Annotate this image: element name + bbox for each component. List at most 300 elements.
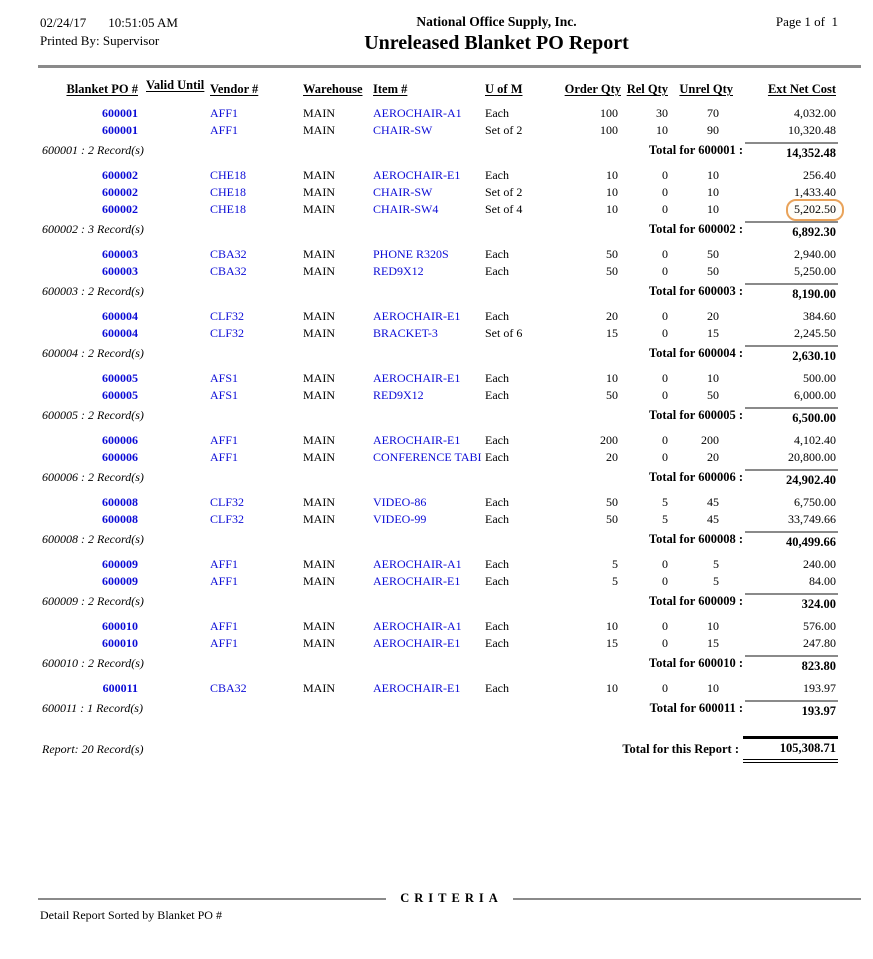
ext-net-cost-value: 500.00 <box>803 371 836 385</box>
cell-rel-qty: 30 <box>656 106 668 120</box>
col-header-unrel-qty: Unrel Qty <box>679 82 733 96</box>
ext-net-cost-value: 384.60 <box>803 309 836 323</box>
cell-warehouse: MAIN <box>303 619 335 633</box>
cell-vendor[interactable]: AFF1 <box>210 123 239 137</box>
group-total-label: Total for 600005 : <box>648 408 743 422</box>
cell-uom: Set of 2 <box>485 123 523 137</box>
table-row <box>40 184 838 201</box>
cell-item[interactable]: CONFERENCE TABI <box>373 450 482 464</box>
cell-valid-until <box>138 432 205 449</box>
cell-blanket-po[interactable]: 600003 <box>102 264 138 278</box>
cell-unrel-qty: 200 <box>701 433 719 447</box>
po-group <box>40 556 838 613</box>
cell-rel-qty: 0 <box>662 681 668 695</box>
cell-blanket-po[interactable]: 600003 <box>102 247 138 261</box>
cell-blanket-po[interactable]: 600009 <box>102 557 138 571</box>
cell-rel-qty: 0 <box>662 450 668 464</box>
cell-blanket-po[interactable]: 600004 <box>102 309 138 323</box>
cell-valid-until <box>138 246 205 263</box>
report-record-count: Report: 20 Record(s) <box>42 742 144 756</box>
cell-unrel-qty: 15 <box>707 636 719 650</box>
page-number: Page 1 of 1 <box>775 14 838 29</box>
ext-net-cost-value: 4,032.00 <box>794 106 836 120</box>
cell-item[interactable]: CHAIR-SW4 <box>373 202 439 216</box>
cell-valid-until <box>138 494 205 511</box>
cell-item[interactable]: AEROCHAIR-E1 <box>373 681 461 695</box>
table-row <box>40 618 838 635</box>
cell-order-qty: 10 <box>606 168 618 182</box>
cell-vendor[interactable]: CHE18 <box>210 185 246 199</box>
cell-uom: Each <box>485 309 509 323</box>
cell-ext-net-cost <box>733 432 838 449</box>
cell-blanket-po[interactable]: 600001 <box>102 106 138 120</box>
cell-order-qty: 100 <box>600 106 618 120</box>
cell-uom: Each <box>485 619 509 633</box>
cell-blanket-po[interactable]: 600008 <box>102 512 138 526</box>
cell-valid-until <box>138 308 205 325</box>
cell-blanket-po[interactable]: 600006 <box>102 450 138 464</box>
group-record-count: 600004 : 2 Record(s) <box>42 346 144 360</box>
po-group <box>40 246 838 303</box>
cell-item[interactable]: RED9X12 <box>373 388 424 402</box>
table-row <box>40 635 838 652</box>
cell-ext-net-cost <box>733 122 838 139</box>
cell-warehouse: MAIN <box>303 185 335 199</box>
cell-rel-qty: 5 <box>662 495 668 509</box>
cell-valid-until <box>138 105 205 122</box>
cell-item[interactable]: AEROCHAIR-A1 <box>373 557 462 571</box>
cell-uom: Each <box>485 495 509 509</box>
cell-ext-net-cost <box>733 387 838 404</box>
po-group <box>40 167 838 241</box>
criteria-text: Detail Report Sorted by Blanket PO # <box>40 908 222 922</box>
cell-vendor[interactable]: AFS1 <box>210 371 239 385</box>
cell-uom: Set of 2 <box>485 185 523 199</box>
cell-unrel-qty: 10 <box>707 168 719 182</box>
cell-uom: Each <box>485 512 509 526</box>
cell-blanket-po[interactable]: 600009 <box>102 574 138 588</box>
cell-uom: Each <box>485 106 509 120</box>
cell-vendor[interactable]: CLF32 <box>210 326 245 340</box>
cell-uom: Each <box>485 636 509 650</box>
cell-unrel-qty: 50 <box>707 388 719 402</box>
cell-item[interactable]: VIDEO-86 <box>373 495 427 509</box>
cell-ext-net-cost <box>733 105 838 122</box>
cell-unrel-qty: 45 <box>707 512 719 526</box>
col-header-valid-until: Valid Until <box>146 78 205 92</box>
cell-vendor[interactable]: CHE18 <box>210 202 246 216</box>
cell-valid-until <box>138 387 205 404</box>
ext-net-cost-value: 5,250.00 <box>794 264 836 278</box>
group-rows <box>40 556 838 590</box>
group-record-count: 600001 : 2 Record(s) <box>42 143 144 157</box>
cell-unrel-qty: 20 <box>707 450 719 464</box>
table-row <box>40 122 838 139</box>
cell-order-qty: 10 <box>606 681 618 695</box>
cell-uom: Each <box>485 264 509 278</box>
cell-warehouse: MAIN <box>303 247 335 261</box>
cell-ext-net-cost <box>733 556 838 573</box>
ext-net-cost-value: 2,245.50 <box>794 326 836 340</box>
group-total-value: 14,352.48 <box>745 142 838 162</box>
group-record-count: 600005 : 2 Record(s) <box>42 408 144 422</box>
cell-rel-qty: 0 <box>662 619 668 633</box>
group-rows <box>40 308 838 342</box>
group-total-label: Total for 600008 : <box>648 532 743 546</box>
cell-blanket-po[interactable]: 600006 <box>102 433 138 447</box>
cell-valid-until <box>138 449 205 466</box>
criteria-line-right <box>513 898 861 900</box>
cell-uom: Each <box>485 247 509 261</box>
cell-warehouse: MAIN <box>303 123 335 137</box>
cell-item[interactable]: AEROCHAIR-A1 <box>373 619 462 633</box>
cell-ext-net-cost <box>733 246 838 263</box>
cell-rel-qty: 0 <box>662 309 668 323</box>
cell-order-qty: 50 <box>606 495 618 509</box>
cell-rel-qty: 0 <box>662 574 668 588</box>
cell-blanket-po[interactable]: 600005 <box>102 388 138 402</box>
cell-rel-qty: 0 <box>662 557 668 571</box>
cell-rel-qty: 0 <box>662 433 668 447</box>
group-total-value: 6,892.30 <box>745 221 838 241</box>
cell-rel-qty: 0 <box>662 185 668 199</box>
cell-order-qty: 50 <box>606 264 618 278</box>
cell-valid-until <box>138 635 205 652</box>
cell-unrel-qty: 10 <box>707 202 719 216</box>
cell-order-qty: 15 <box>606 326 618 340</box>
table-row <box>40 387 838 404</box>
col-header-vendor: Vendor # <box>210 82 259 96</box>
ext-net-cost-value: 240.00 <box>803 557 836 571</box>
cell-item[interactable]: AEROCHAIR-E1 <box>373 574 461 588</box>
cell-uom: Each <box>485 371 509 385</box>
col-header-order-qty: Order Qty <box>564 82 621 96</box>
col-header-warehouse: Warehouse <box>303 82 363 96</box>
ext-net-cost-value: 193.97 <box>803 681 836 695</box>
cell-vendor[interactable]: CBA32 <box>210 247 247 261</box>
group-total-value: 2,630.10 <box>745 345 838 365</box>
group-total-label: Total for 600004 : <box>648 346 743 360</box>
cell-uom: Each <box>485 557 509 571</box>
cell-vendor[interactable]: AFF1 <box>210 450 239 464</box>
cell-rel-qty: 0 <box>662 247 668 261</box>
cell-order-qty: 10 <box>606 202 618 216</box>
table-row <box>40 308 838 325</box>
cell-blanket-po[interactable]: 600010 <box>102 619 138 633</box>
table-row <box>40 573 838 590</box>
cell-order-qty: 15 <box>606 636 618 650</box>
cell-warehouse: MAIN <box>303 574 335 588</box>
cell-warehouse: MAIN <box>303 433 335 447</box>
page-header <box>40 14 838 55</box>
group-footer-row <box>40 345 838 365</box>
cell-uom: Each <box>485 574 509 588</box>
group-total-label: Total for 600001 : <box>648 143 743 157</box>
print-datetime <box>40 14 265 32</box>
cell-order-qty: 100 <box>600 123 618 137</box>
ext-net-cost-value: 247.80 <box>803 636 836 650</box>
table-row <box>40 494 838 511</box>
cell-warehouse: MAIN <box>303 309 335 323</box>
cell-uom: Each <box>485 450 509 464</box>
group-rows <box>40 246 838 280</box>
group-footer-row <box>40 593 838 613</box>
cell-unrel-qty: 70 <box>707 106 719 120</box>
criteria-line-left <box>38 898 386 900</box>
title-block <box>265 14 728 55</box>
cell-item[interactable]: AEROCHAIR-E1 <box>373 371 461 385</box>
group-footer-row <box>40 221 838 241</box>
po-group <box>40 494 838 551</box>
report-total-row <box>40 736 838 763</box>
cell-vendor[interactable]: CLF32 <box>210 309 245 323</box>
cell-unrel-qty: 10 <box>707 619 719 633</box>
group-total-value: 40,499.66 <box>745 531 838 551</box>
cell-valid-until <box>138 370 205 387</box>
cell-ext-net-cost <box>733 308 838 325</box>
ext-net-cost-value: 4,102.40 <box>794 433 836 447</box>
cell-rel-qty: 0 <box>662 371 668 385</box>
cell-item[interactable]: AEROCHAIR-E1 <box>373 433 461 447</box>
group-footer-row <box>40 142 838 162</box>
col-header-ext-net-cost: Ext Net Cost <box>767 82 836 96</box>
print-date: 02/24/17 <box>40 15 87 30</box>
group-footer-row <box>40 531 838 551</box>
cell-item[interactable]: AEROCHAIR-E1 <box>373 168 461 182</box>
cell-item[interactable]: PHONE R320S <box>373 247 449 261</box>
cell-blanket-po[interactable]: 600002 <box>102 202 138 216</box>
ext-net-cost-value: 33,749.66 <box>788 512 836 526</box>
cell-order-qty: 20 <box>606 450 618 464</box>
report-title: Unreleased Blanket PO Report <box>364 32 629 54</box>
print-info <box>40 14 265 50</box>
cell-warehouse: MAIN <box>303 450 335 464</box>
col-header-item: Item # <box>373 82 408 96</box>
cell-order-qty: 5 <box>612 557 618 571</box>
table-row <box>40 167 838 184</box>
ext-net-cost-value: 6,750.00 <box>794 495 836 509</box>
po-group <box>40 370 838 427</box>
group-footer-row <box>40 407 838 427</box>
cell-order-qty: 50 <box>606 388 618 402</box>
cell-blanket-po[interactable]: 600008 <box>102 495 138 509</box>
cell-ext-net-cost <box>733 680 838 697</box>
cell-warehouse: MAIN <box>303 388 335 402</box>
cell-item[interactable]: RED9X12 <box>373 264 424 278</box>
cell-ext-net-cost <box>733 511 838 528</box>
cell-uom: Each <box>485 388 509 402</box>
group-total-value: 8,190.00 <box>745 283 838 303</box>
po-group <box>40 432 838 489</box>
print-time: 10:51:05 AM <box>108 15 178 30</box>
cell-warehouse: MAIN <box>303 495 335 509</box>
po-group <box>40 680 838 720</box>
cell-vendor[interactable]: CLF32 <box>210 512 245 526</box>
cell-unrel-qty: 20 <box>707 309 719 323</box>
cell-item[interactable]: AEROCHAIR-E1 <box>373 309 461 323</box>
group-footer-row <box>40 283 838 303</box>
group-rows <box>40 618 838 652</box>
cell-uom: Set of 4 <box>485 202 523 216</box>
cell-item[interactable]: VIDEO-99 <box>373 512 427 526</box>
table-row <box>40 246 838 263</box>
group-footer-row <box>40 700 838 720</box>
cell-rel-qty: 0 <box>662 264 668 278</box>
cell-ext-net-cost <box>733 618 838 635</box>
cell-warehouse: MAIN <box>303 636 335 650</box>
table-row <box>40 370 838 387</box>
company-name: National Office Supply, Inc. <box>416 14 577 29</box>
group-footer-row <box>40 469 838 489</box>
group-record-count: 600008 : 2 Record(s) <box>42 532 144 546</box>
cell-rel-qty: 0 <box>662 326 668 340</box>
cell-vendor[interactable]: AFF1 <box>210 619 239 633</box>
cell-valid-until <box>138 511 205 528</box>
cell-vendor[interactable]: CBA32 <box>210 681 247 695</box>
cell-ext-net-cost <box>733 167 838 184</box>
cell-rel-qty: 5 <box>662 512 668 526</box>
cell-warehouse: MAIN <box>303 326 335 340</box>
group-total-label: Total for 600009 : <box>648 594 743 608</box>
cell-uom: Each <box>485 433 509 447</box>
ext-net-cost-value: 84.00 <box>809 574 836 588</box>
group-rows <box>40 432 838 466</box>
cell-unrel-qty: 5 <box>713 557 719 571</box>
cell-unrel-qty: 50 <box>707 247 719 261</box>
cell-vendor[interactable]: CBA32 <box>210 264 247 278</box>
cell-vendor[interactable]: AFF1 <box>210 636 239 650</box>
cell-order-qty: 5 <box>612 574 618 588</box>
cell-blanket-po[interactable]: 600005 <box>102 371 138 385</box>
group-total-value: 193.97 <box>745 700 838 720</box>
col-header-uom: U of M <box>485 82 523 96</box>
ext-net-cost-value: 5,202.50 <box>786 199 844 221</box>
cell-warehouse: MAIN <box>303 557 335 571</box>
cell-uom: Each <box>485 168 509 182</box>
group-total-value: 6,500.00 <box>745 407 838 427</box>
cell-rel-qty: 10 <box>656 123 668 137</box>
cell-rel-qty: 0 <box>662 388 668 402</box>
cell-vendor[interactable]: CHE18 <box>210 168 246 182</box>
group-record-count: 600010 : 2 Record(s) <box>42 656 144 670</box>
column-header-row <box>40 78 838 105</box>
cell-order-qty: 10 <box>606 619 618 633</box>
criteria-heading: CRITERIA <box>400 891 503 905</box>
ext-net-cost-value: 2,940.00 <box>794 247 836 261</box>
cell-blanket-po[interactable]: 600004 <box>102 326 138 340</box>
cell-blanket-po[interactable]: 600002 <box>102 185 138 199</box>
criteria-divider <box>38 891 861 906</box>
ext-net-cost-value: 20,800.00 <box>788 450 836 464</box>
cell-warehouse: MAIN <box>303 512 335 526</box>
po-group <box>40 618 838 675</box>
group-total-value: 823.80 <box>745 655 838 675</box>
cell-valid-until <box>138 556 205 573</box>
table-row <box>40 105 838 122</box>
cell-valid-until <box>138 263 205 280</box>
cell-ext-net-cost <box>733 573 838 590</box>
cell-unrel-qty: 10 <box>707 371 719 385</box>
cell-unrel-qty: 10 <box>707 185 719 199</box>
report-total-label: Total for this Report : <box>622 742 739 756</box>
cell-item[interactable]: AEROCHAIR-E1 <box>373 636 461 650</box>
col-header-rel-qty: Rel Qty <box>626 82 668 96</box>
cell-warehouse: MAIN <box>303 264 335 278</box>
cell-ext-net-cost <box>733 370 838 387</box>
group-total-value: 24,902.40 <box>745 469 838 489</box>
cell-order-qty: 200 <box>600 433 618 447</box>
group-rows <box>40 494 838 528</box>
cell-item[interactable]: CHAIR-SW <box>373 123 433 137</box>
cell-blanket-po[interactable]: 600010 <box>102 636 138 650</box>
cell-item[interactable]: BRACKET-3 <box>373 326 438 340</box>
cell-valid-until <box>138 573 205 590</box>
cell-order-qty: 50 <box>606 247 618 261</box>
table-row <box>40 449 838 466</box>
cell-item[interactable]: AEROCHAIR-A1 <box>373 106 462 120</box>
group-total-label: Total for 600011 : <box>649 701 743 715</box>
cell-unrel-qty: 5 <box>713 574 719 588</box>
table-row <box>40 511 838 528</box>
cell-vendor[interactable]: AFF1 <box>210 574 239 588</box>
cell-warehouse: MAIN <box>303 168 335 182</box>
cell-rel-qty: 0 <box>662 636 668 650</box>
cell-ext-net-cost <box>733 449 838 466</box>
po-group <box>40 308 838 365</box>
cell-blanket-po[interactable]: 600011 <box>102 681 138 695</box>
cell-order-qty: 10 <box>606 185 618 199</box>
report-body <box>40 105 838 720</box>
report-total-value: 105,308.71 <box>743 736 838 763</box>
cell-ext-net-cost <box>733 325 838 342</box>
cell-ext-net-cost <box>733 635 838 652</box>
group-total-label: Total for 600002 : <box>648 222 743 236</box>
table-row <box>40 680 838 697</box>
cell-warehouse: MAIN <box>303 106 335 120</box>
cell-unrel-qty: 90 <box>707 123 719 137</box>
ext-net-cost-value: 6,000.00 <box>794 388 836 402</box>
group-record-count: 600003 : 2 Record(s) <box>42 284 144 298</box>
cell-valid-until <box>138 680 205 697</box>
cell-blanket-po[interactable]: 600002 <box>102 168 138 182</box>
group-record-count: 600002 : 3 Record(s) <box>42 222 144 236</box>
cell-vendor[interactable]: AFF1 <box>210 106 239 120</box>
cell-blanket-po[interactable]: 600001 <box>102 123 138 137</box>
cell-ext-net-cost <box>733 201 838 218</box>
cell-item[interactable]: CHAIR-SW <box>373 185 433 199</box>
group-rows <box>40 167 838 218</box>
table-row <box>40 432 838 449</box>
group-record-count: 600006 : 2 Record(s) <box>42 470 144 484</box>
group-rows <box>40 370 838 404</box>
cell-vendor[interactable]: AFS1 <box>210 388 239 402</box>
cell-warehouse: MAIN <box>303 202 335 216</box>
cell-rel-qty: 0 <box>662 168 668 182</box>
group-rows <box>40 105 838 139</box>
group-total-label: Total for 600003 : <box>648 284 743 298</box>
cell-vendor[interactable]: AFF1 <box>210 433 239 447</box>
cell-order-qty: 10 <box>606 371 618 385</box>
ext-net-cost-value: 10,320.48 <box>788 123 836 137</box>
ext-net-cost-value: 1,433.40 <box>794 185 836 199</box>
cell-vendor[interactable]: CLF32 <box>210 495 245 509</box>
cell-valid-until <box>138 184 205 201</box>
group-total-value: 324.00 <box>745 593 838 613</box>
cell-valid-until <box>138 167 205 184</box>
cell-unrel-qty: 15 <box>707 326 719 340</box>
cell-vendor[interactable]: AFF1 <box>210 557 239 571</box>
table-row <box>40 201 838 218</box>
